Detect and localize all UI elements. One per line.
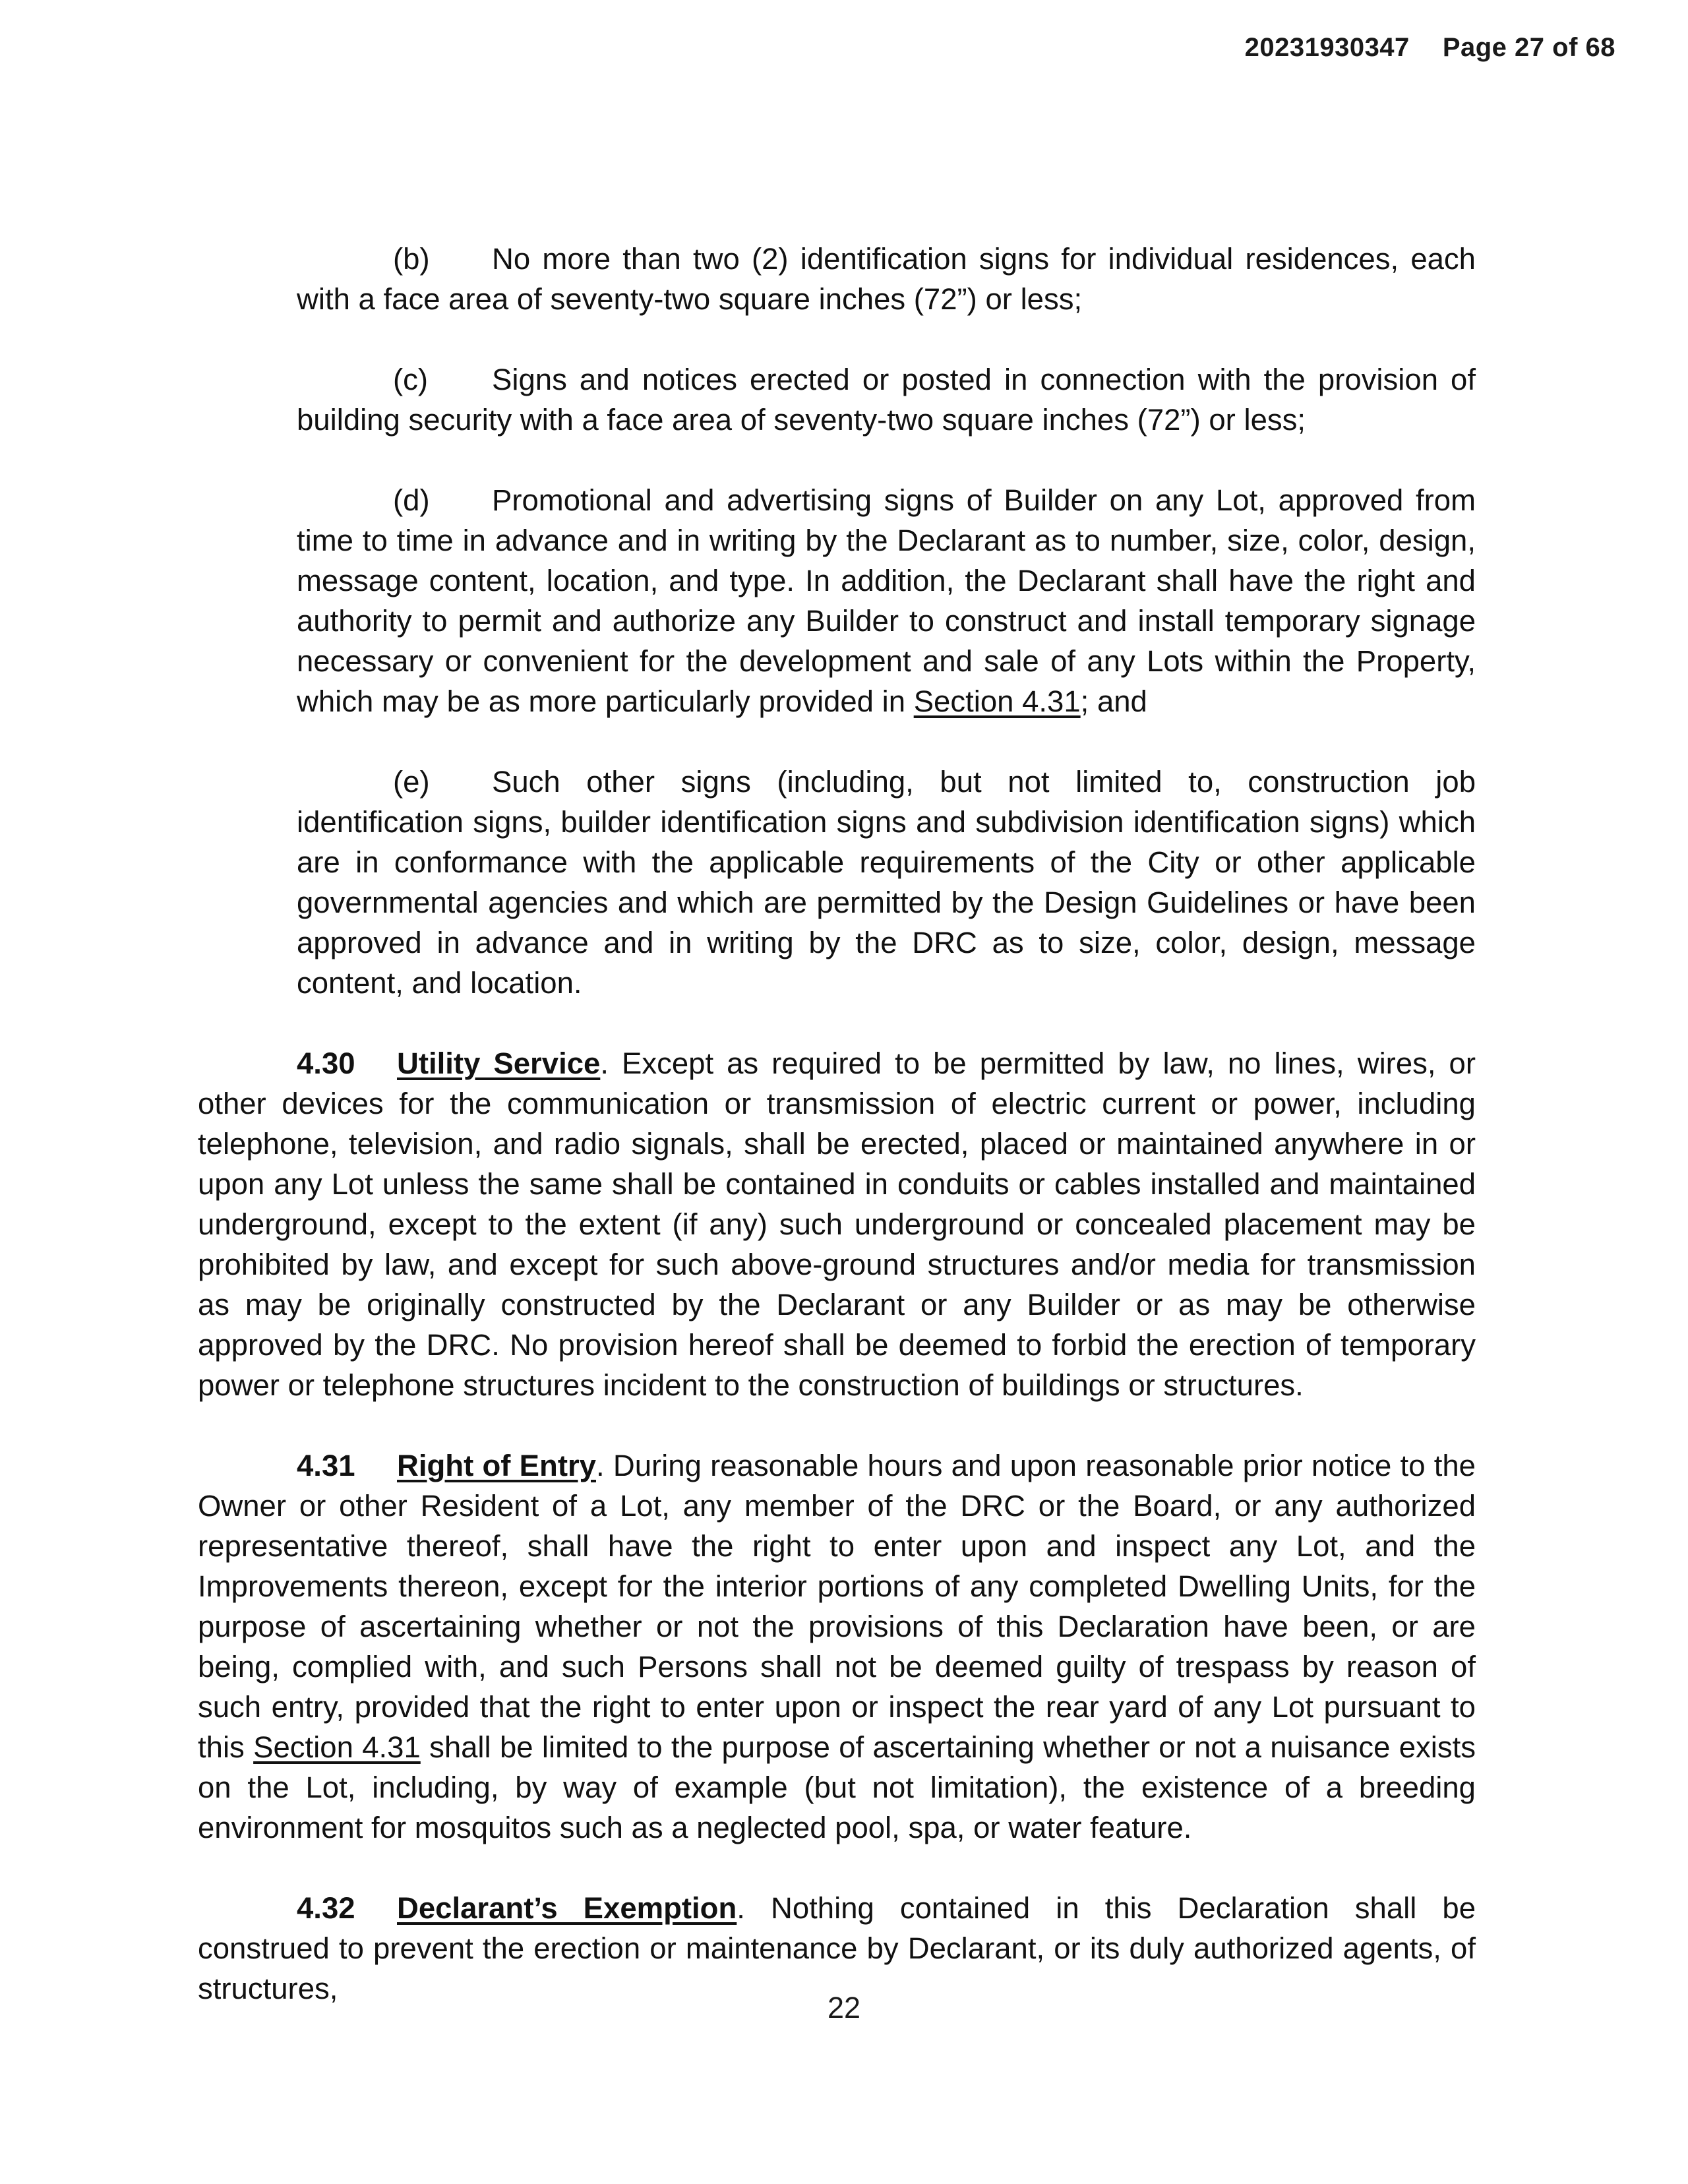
- section-number: 4.30: [297, 1046, 355, 1080]
- subsection-text: Such other signs (including, but not limited to, construction job identification signs, builder identification signs and subdivision identification signs) which are in conformance with the applicable requirements of the City or other applicable governmental agencies and which are permitted by the Design Guidelines or have been approved in advance and in writing by the DRC as to size, color, design, message content, and location.: [297, 765, 1476, 1000]
- page-header: [1245, 33, 1615, 63]
- section-4-31: [198, 1445, 1476, 1848]
- subsection-e: [297, 762, 1476, 1003]
- subsection-text-tail: ; and: [1080, 684, 1147, 718]
- section-number: 4.31: [297, 1449, 355, 1482]
- subsection-d: [297, 480, 1476, 721]
- section-reference-link[interactable]: Section 4.31: [253, 1730, 421, 1764]
- page-indicator: Page 27 of 68: [1442, 33, 1615, 62]
- section-text: . During reasonable hours and upon reasonable prior notice to the Owner or other Resident of a Lot, any member of the DRC or the Board, or any authorized representative thereof, shall have the right to enter upon and inspect any Lot, and the Improvements thereon, except for the interior portions of any completed Dwelling Units, for the purpose of ascertaining whether or not the provisions of this Declaration have been, or are being, complied with, and such Persons shall not be deemed guilty of trespass by reason of such entry, provided that the right to enter upon or inspect the rear yard of any Lot pursuant to this: [198, 1449, 1476, 1764]
- section-text: . Nothing contained in this Declaration shall be construed to prevent the erection or maintenance by Declarant, or its duly authorized agents, of structures,: [198, 1891, 1476, 2005]
- subsection-text: Promotional and advertising signs of Builder on any Lot, approved from time to time in advance and in writing by the Declarant as to number, size, color, design, message content, location, and type. In addition, the Declarant shall have the right and authority to permit and authorize any Builder to construct and install temporary signage necessary or convenient for the development and sale of any Lots within the Property, which may be as more particularly provided in: [297, 483, 1476, 718]
- section-heading: Utility Service: [397, 1046, 601, 1080]
- subsection-label: (d): [393, 483, 430, 517]
- section-heading: Right of Entry: [397, 1449, 596, 1482]
- section-text: . Except as required to be permitted by law, no lines, wires, or other devices for the communication or transmission of electric current or power, including telephone, television, and radio signals, shall be erected, placed or maintained anywhere in or upon any Lot unless the same shall be contained in conduits or cables installed and maintained underground, except to the extent (if any) such underground or concealed placement may be prohibited by law, and except for such above-ground structures and/or media for transmission as may be originally constructed by the Declarant or any Builder or as may be otherwise approved by the DRC. No provision hereof shall be deemed to forbid the erection of temporary power or telephone structures incident to the construction of buildings or structures.: [198, 1046, 1476, 1402]
- subsection-text: No more than two (2) identification signs for individual residences, each with a face area of seventy-two square inches (72”) or less;: [297, 242, 1476, 316]
- subsection-label: (c): [393, 363, 429, 396]
- section-4-30: [198, 1043, 1476, 1405]
- section-text-tail: shall be limited to the purpose of ascertaining whether or not a nuisance exists on the Lot, including, by way of example (but not limitation), the existence of a breeding environment for mosquitos such as a neglected pool, spa, or water feature.: [198, 1730, 1476, 1844]
- document-body: [198, 239, 1476, 2009]
- section-heading: Declarant’s Exemption: [397, 1891, 737, 1925]
- subsection-label: (b): [393, 242, 430, 276]
- subsection-label: (e): [393, 765, 430, 799]
- document-number: 20231930347: [1244, 33, 1410, 62]
- section-number: 4.32: [297, 1891, 355, 1925]
- subsection-text: Signs and notices erected or posted in connection with the provision of building security with a face area of seventy-two square inches (72”) or less;: [297, 363, 1476, 437]
- subsection-b: [297, 239, 1476, 319]
- section-reference-link[interactable]: Section 4.31: [913, 684, 1081, 718]
- page-number: 22: [827, 1991, 861, 2024]
- subsection-c: [297, 359, 1476, 440]
